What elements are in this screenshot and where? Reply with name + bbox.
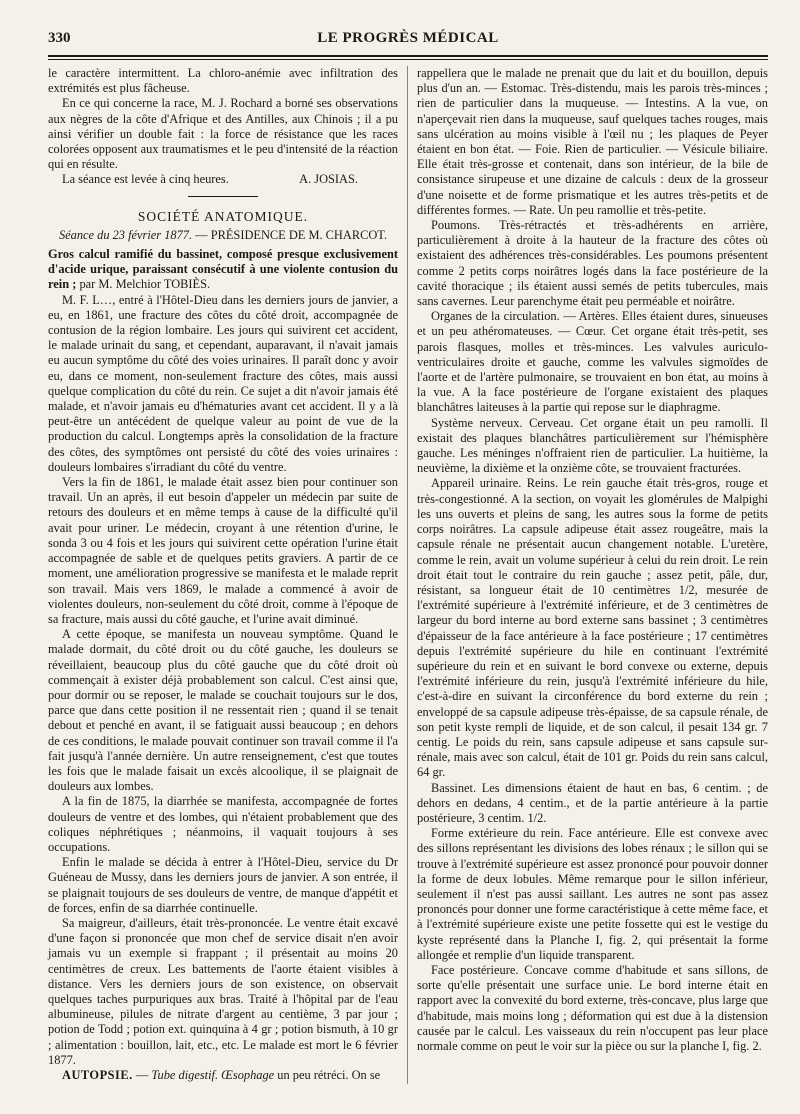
autopsy-text: un peu rétréci. On se [274, 1068, 381, 1082]
paragraph: Sa maigreur, d'ailleurs, était très-prononcée. Le ventre était excavé d'une façon si prononcée que mon chef de service disait n'en avoir jamais vu un exemple si frappant ; il présentait au moins 20 centimètres de creux. Les battements de l'aorte étaient visibles à distance. Vers les derniers jours de son existence, on observait quelques taches purpuriques aux bras. Traité à l'hôpital par de l'eau albumineuse, pilules de nitrate d'argent au centième, 3 par jour ; potion de Todd ; potion ext. quinquina à 4 gr ; potion bismuth, à 10 gr ; alimentation : bouillon, lait, etc., etc. Le malade est mort le 6 février 1877. [48, 915, 398, 1067]
case-title-bold: Gros calcul ramifié du bassinet, composé presque exclusivement d'acide urique, paraissant consécutif à une violente contusion du rein ; [48, 247, 398, 292]
autopsy-subheading: Tube digestif. Œsophage [151, 1068, 275, 1082]
page-header [48, 30, 768, 54]
paragraph: Bassinet. Les dimensions étaient de haut en bas, 6 centim. ; de dehors en dedans, 4 centim., et de la partie antérieure à la partie postérieure, 3 centim. 1/2. [417, 780, 768, 825]
header-rule-thin [48, 59, 768, 60]
paragraph: A cette époque, se manifesta un nouveau symptôme. Quand le malade dormait, du côté droit ou du côté gauche, les douleurs se réveillaient, beaucoup plus du côté gauche que du côté droit où commençait à exister déjà probablement son calcul. C'est ainsi que, pour dormir ou se reposer, le malade se couchait toujours sur le dos, parce que dans cette position il ne ressentait rien ; quand il se tenait debout et penché en avant, il se fatiguait aussi beaucoup ; en dehors de ces conditions, le malade pouvait continuer son travail comme il l'a fait jusqu'à l'année dernière. Un autre renseignement, c'est que toutes les fois que le malade faisait un excès alcoolique, il se plaignait de douleurs aux lombes. [48, 627, 398, 794]
paragraph: En ce qui concerne la race, M. J. Rochard a borné ses observations aux nègres de la côte d'Afrique et des Antilles, aux Chinois ; il a pu ainsi vérifier un double fait : la force de résistance que les races colorées opposent aux traumatismes et le peu d'intensité de la réaction qui en résulte. [48, 96, 398, 172]
paragraph: Face postérieure. Concave comme d'habitude et sans sillons, de sorte qu'elle présentait une surface unie. Le bord interne était en rapport avec la convexité du bord externe, très-concave, plus large que d'habitude, mais moins long ; déformation qui est due à la distension causée par le calcul. Les vaisseaux du rein n'occupent pas leur place normale comme on peut le voir sur la pièce ou sur la planche I, fig. 2. [417, 962, 768, 1053]
paragraph: A la fin de 1875, la diarrhée se manifesta, accompagnée de fortes douleurs de ventre et des lombes, qui n'étaient probablement que des coliques néphrétiques ; néanmoins, il vaquait toujours à ses occupations. [48, 794, 398, 854]
case-title [48, 247, 398, 293]
column-divider [407, 66, 408, 1084]
case-author: par M. Melchior TOBIÈS. [76, 277, 211, 292]
section-heading: SOCIÉTÉ ANATOMIQUE. [137, 208, 309, 224]
paragraph: Système nerveux. Cerveau. Cet organe était un peu ramolli. Il existait des plaques blanchâtres particulièrement sur l'hémisphère gauche. Les méninges n'offraient rien de particulier. La huitième, la neuvième, la dixième et la onzième côte, se trouvaient fracturées. [417, 415, 768, 476]
paragraph: le caractère intermittent. La chloro-anémie avec infiltration des extrémités est plus fâcheuse. [48, 66, 398, 96]
signature: A. JOSIAS. [299, 172, 358, 187]
paragraph: rappellera que le malade ne prenait que du lait et du bouillon, depuis plus d'un an. — Estomac. Très-distendu, mais les parois très-minces ; rien de particulier dans la muqueuse. — Intestins. A la vue, on n'aperçevait rien dans la muqueuse, sauf quelques taches rouges, mais sans ulcération au moins visible à l'œil nu ; les plaques de Peyer étaient en bon état. — Foie. Rien de particulier. — Vésicule biliaire. Elle était très-grosse et contenait, dans son intérieur, de la bile de consistance sirupeuse et une dizaine de calculs : deux de la grosseur d'une noisette et de forme prismatique et les autres très-petits et de différentes formes. — Rate. Un peu ramollie et très-petite. [417, 66, 768, 217]
session-date: Séance du 23 février 1877. [58, 227, 193, 242]
header-rule [48, 55, 768, 57]
paragraph: Enfin le malade se décida à entrer à l'Hôtel-Dieu, service du Dr Guéneau de Mussy, dans les derniers jours de janvier. A son entrée, il se plaignait toujours de ses douleurs de ventre, de manque d'appétit et de forces, enfin de sa diarrhée continuelle. [48, 855, 398, 915]
page-number: 330 [48, 30, 71, 46]
paragraph: Appareil urinaire. Reins. Le rein gauche était très-gros, rouge et très-congestionné. A la section, on voyait les glomérules de Malpighi les uns ouverts et pleins de sang, les autres sous la forme de petits corps noirâtres. La capsule adipeuse était assez rougeâtre, mais la capsule rénale ne présentait aucun changement notable. L'uretère, comme le rein, avait un volume supérieur à celui du rein droit. Le rein droit était tout le contraire du rein gauche ; assez petit, pâle, dur, résistant, sa longueur était de 10 centimètres 1/2, mesurée de l'extrémité supérieure à l'extrémité inférieure, et de 3 centimètres de largeur du bord interne au bord externe sans bassinet ; 3 centimètres d'épaisseur de la face antérieure à la face postérieure ; 17 centimètres depuis l'extrémité supérieure du hile en continuant l'extrémité supérieure du rein et en suivant le bord convexe ou externe, depuis l'extrémité inférieure du rein, jusqu'à l'extrémité inférieure du hile, c'est-à-dire en suivant la circonférence du bord externe du rein ; enveloppé de sa capsule adipeuse très-épaisse, de sa capsule rénale, de son petit kyste rempli de liquide, et de son calcul, il pesait 134 gr. 7 centig. Le poids du rein, sans capsule adipeuse et sans capsule sur-rénale, mais avec son calcul, était de 101 gr. Poids du rein sans calcul, 64 gr. [417, 476, 768, 780]
section-separator [188, 196, 258, 197]
autopsy-label: AUTOPSIE. [62, 1068, 133, 1082]
running-title: LE PROGRÈS MÉDICAL [317, 30, 499, 46]
left-column [48, 66, 398, 1083]
paragraph: Forme extérieure du rein. Face antérieure. Elle est convexe avec des sillons représentant les divisions des lobes rénaux ; le sillon qui se trouve à l'extrémité supérieure est assez prononcé pour pouvoir donner la forme de deux lobules. Même remarque pour le sillon inférieur, seulement il n'est pas aussi saillant. Les autres ne sont pas assez prononcés pour donner une forme caractéristique à cette même face, et à l'extrémité supérieure existe une petite fossette qui est le vestige du kyste représenté dans la Planche I, fig. 2, qui présentait la forme allongée et remplie d'un liquide transparent. [417, 826, 768, 962]
session-closing [48, 172, 398, 187]
session-presidency: — PRÉSIDENCE DE M. CHARCOT. [195, 227, 388, 242]
closing-line: La séance est levée à cinq heures. [62, 172, 229, 187]
paragraph: M. F. L…, entré à l'Hôtel-Dieu dans les derniers jours de janvier, a eu, en 1861, une fracture des côtes du côté droit, accompagnée de contusion de la région lombaire. Les jours qui suivirent cet accident, le malade urinait du sang, et cependant, auparavant, il n'avait jamais eu aucun symptôme du côté des voies urinaires. Il paraît donc y avoir eu, dans ce moment, non-seulement fracture des côtes, mais aussi quelque complication du côté du rein. Ce sujet a dit n'avoir jamais été malade, et n'avoir jamais eu d'hématuries avant cet accident. Il y a là peut-être un antécédent de quelque valeur au point de vue de la production du calcul. Longtemps après la consolidation de la fracture des côtes, des symptômes ont persisté du côté des voies urinaires : douleurs lombaires s'irradiant du côté du ventre. [48, 292, 398, 474]
autopsy-paragraph: AUTOPSIE. — Tube digestif. Œsophage un peu rétréci. On se [62, 1068, 381, 1082]
paragraph: Organes de la circulation. — Artères. Elles étaient dures, sinueuses et un peu athéromateuses. — Cœur. Cet organe était très-petit, ses parois flasques, molles et très-minces. Les valvules auriculo-ventriculaires droite et gauche, comme les valvules sigmoïdes de l'aorte et de l'artère pulmonaire, se trouvaient en bon état, au moins à la vue. A la face postérieure de l'organe existaient des plaques blanchâtres laiteuses à la partie qui repose sur le diaphragme. [417, 309, 768, 415]
paragraph: Poumons. Très-rétractés et très-adhérents en arrière, particulièrement à droite à la hauteur de la fracture des côtes où existaient des adhérences très-considérables. Les poumons présentent comme 2 petits corps noirâtres logés dans la face postérieure de la cavité thoracique ; ils étaient aussi semés de petits tubercules, mais sans cavernes. Leur parenchyme était peu perméable et noirâtre. [417, 218, 768, 309]
paragraph: Vers la fin de 1861, le malade était assez bien pour continuer son travail. Un an après, il eut besoin d'appeler un médecin par suite de retours des douleurs et en même temps à cause de la difficulté qu'il avait pour uriner. Le médecin, croyant à une rétention d'urine, le sonda 3 ou 4 fois et les jours qui suivirent cette opération l'urine était accompagnée de sable et de quelques petits graviers. A partir de ce moment, une amélioration progressive se manifesta et le malade reprit son travail. Mais vers 1869, le malade a commencé à avoir de violentes douleurs, non-seulement du côté droit, comme à l'époque de sa fracture, mais aussi du côté gauche, et l'urine avait diminué. [48, 475, 398, 626]
right-column [417, 66, 768, 1054]
session-heading [48, 228, 398, 243]
